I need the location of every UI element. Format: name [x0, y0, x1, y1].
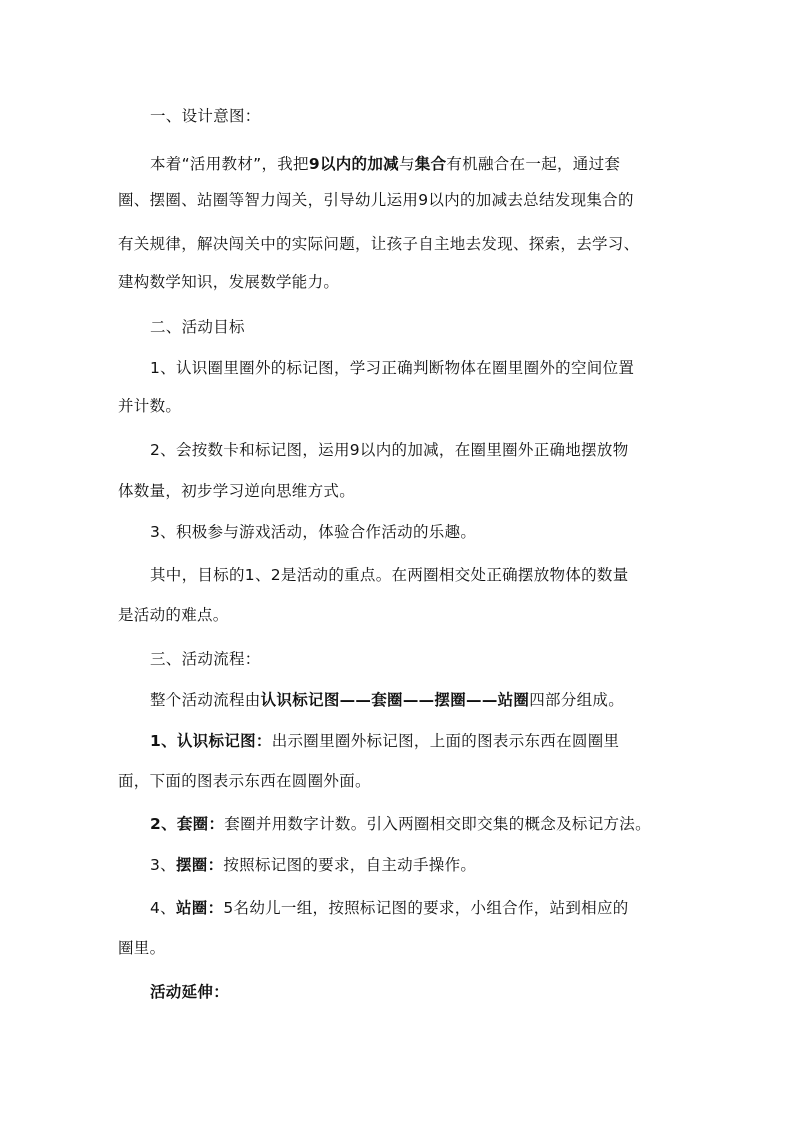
design-intent-para-line-4: 建构数学知识，发展数学能力。 [118, 273, 340, 291]
process-step-4-line-2: 圈里。 [118, 939, 166, 957]
process-intro: 整个活动流程由认识标记图——套圈——摆圈——站圈四部分组成。 [150, 691, 625, 709]
process-step-1-line-2: 面，下面的图表示东西在圆圈外面。 [118, 772, 371, 790]
process-step-2: 2、套圈：套圈并用数字计数。引入两圈相交即交集的概念及标记方法。 [150, 815, 651, 833]
design-intent-heading: 一、设计意图： [150, 107, 261, 125]
design-intent-para-line-3: 有关规律，解决闯关中的实际问题，让孩子自主地去发现、探索，去学习、 [118, 235, 640, 253]
process-step-4-line-1: 4、站圈：5名幼儿一组，按照标记图的要求，小组合作，站到相应的 [150, 899, 629, 917]
goal-2-line-1: 2、会按数卡和标记图，运用9以内的加减，在圈里圈外正确地摆放物 [150, 441, 629, 459]
goals-note-line-2: 是活动的难点。 [118, 606, 229, 624]
goals-note-line-1: 其中，目标的1、2是活动的重点。在两圈相交处正确摆放物体的数量 [150, 566, 629, 584]
process-heading: 三、活动流程： [150, 650, 261, 668]
process-step-3: 3、摆圈：按照标记图的要求，自主动手操作。 [150, 856, 477, 874]
goal-2-line-2: 体数量，初步学习逆向思维方式。 [118, 482, 356, 500]
goal-1-line-2: 并计数。 [118, 397, 182, 415]
goals-heading: 二、活动目标 [150, 318, 245, 336]
extension-heading: 活动延伸： [150, 983, 230, 1001]
goal-1-line-1: 1、认识圈里圈外的标记图，学习正确判断物体在圈里圈外的空间位置 [150, 359, 635, 377]
design-intent-para-line-2: 圈、摆圈、站圈等智力闯关，引导幼儿运用9以内的加减去总结发现集合的 [118, 191, 634, 209]
design-intent-para-line-1: 本着“活用教材”，我把9以内的加减与集合有机融合在一起，通过套 [150, 155, 621, 173]
goal-3: 3、积极参与游戏活动，体验合作活动的乐趣。 [150, 523, 477, 541]
process-step-1-line-1: 1、认识标记图：出示圈里圈外标记图，上面的图表示东西在圆圈里 [150, 732, 620, 750]
